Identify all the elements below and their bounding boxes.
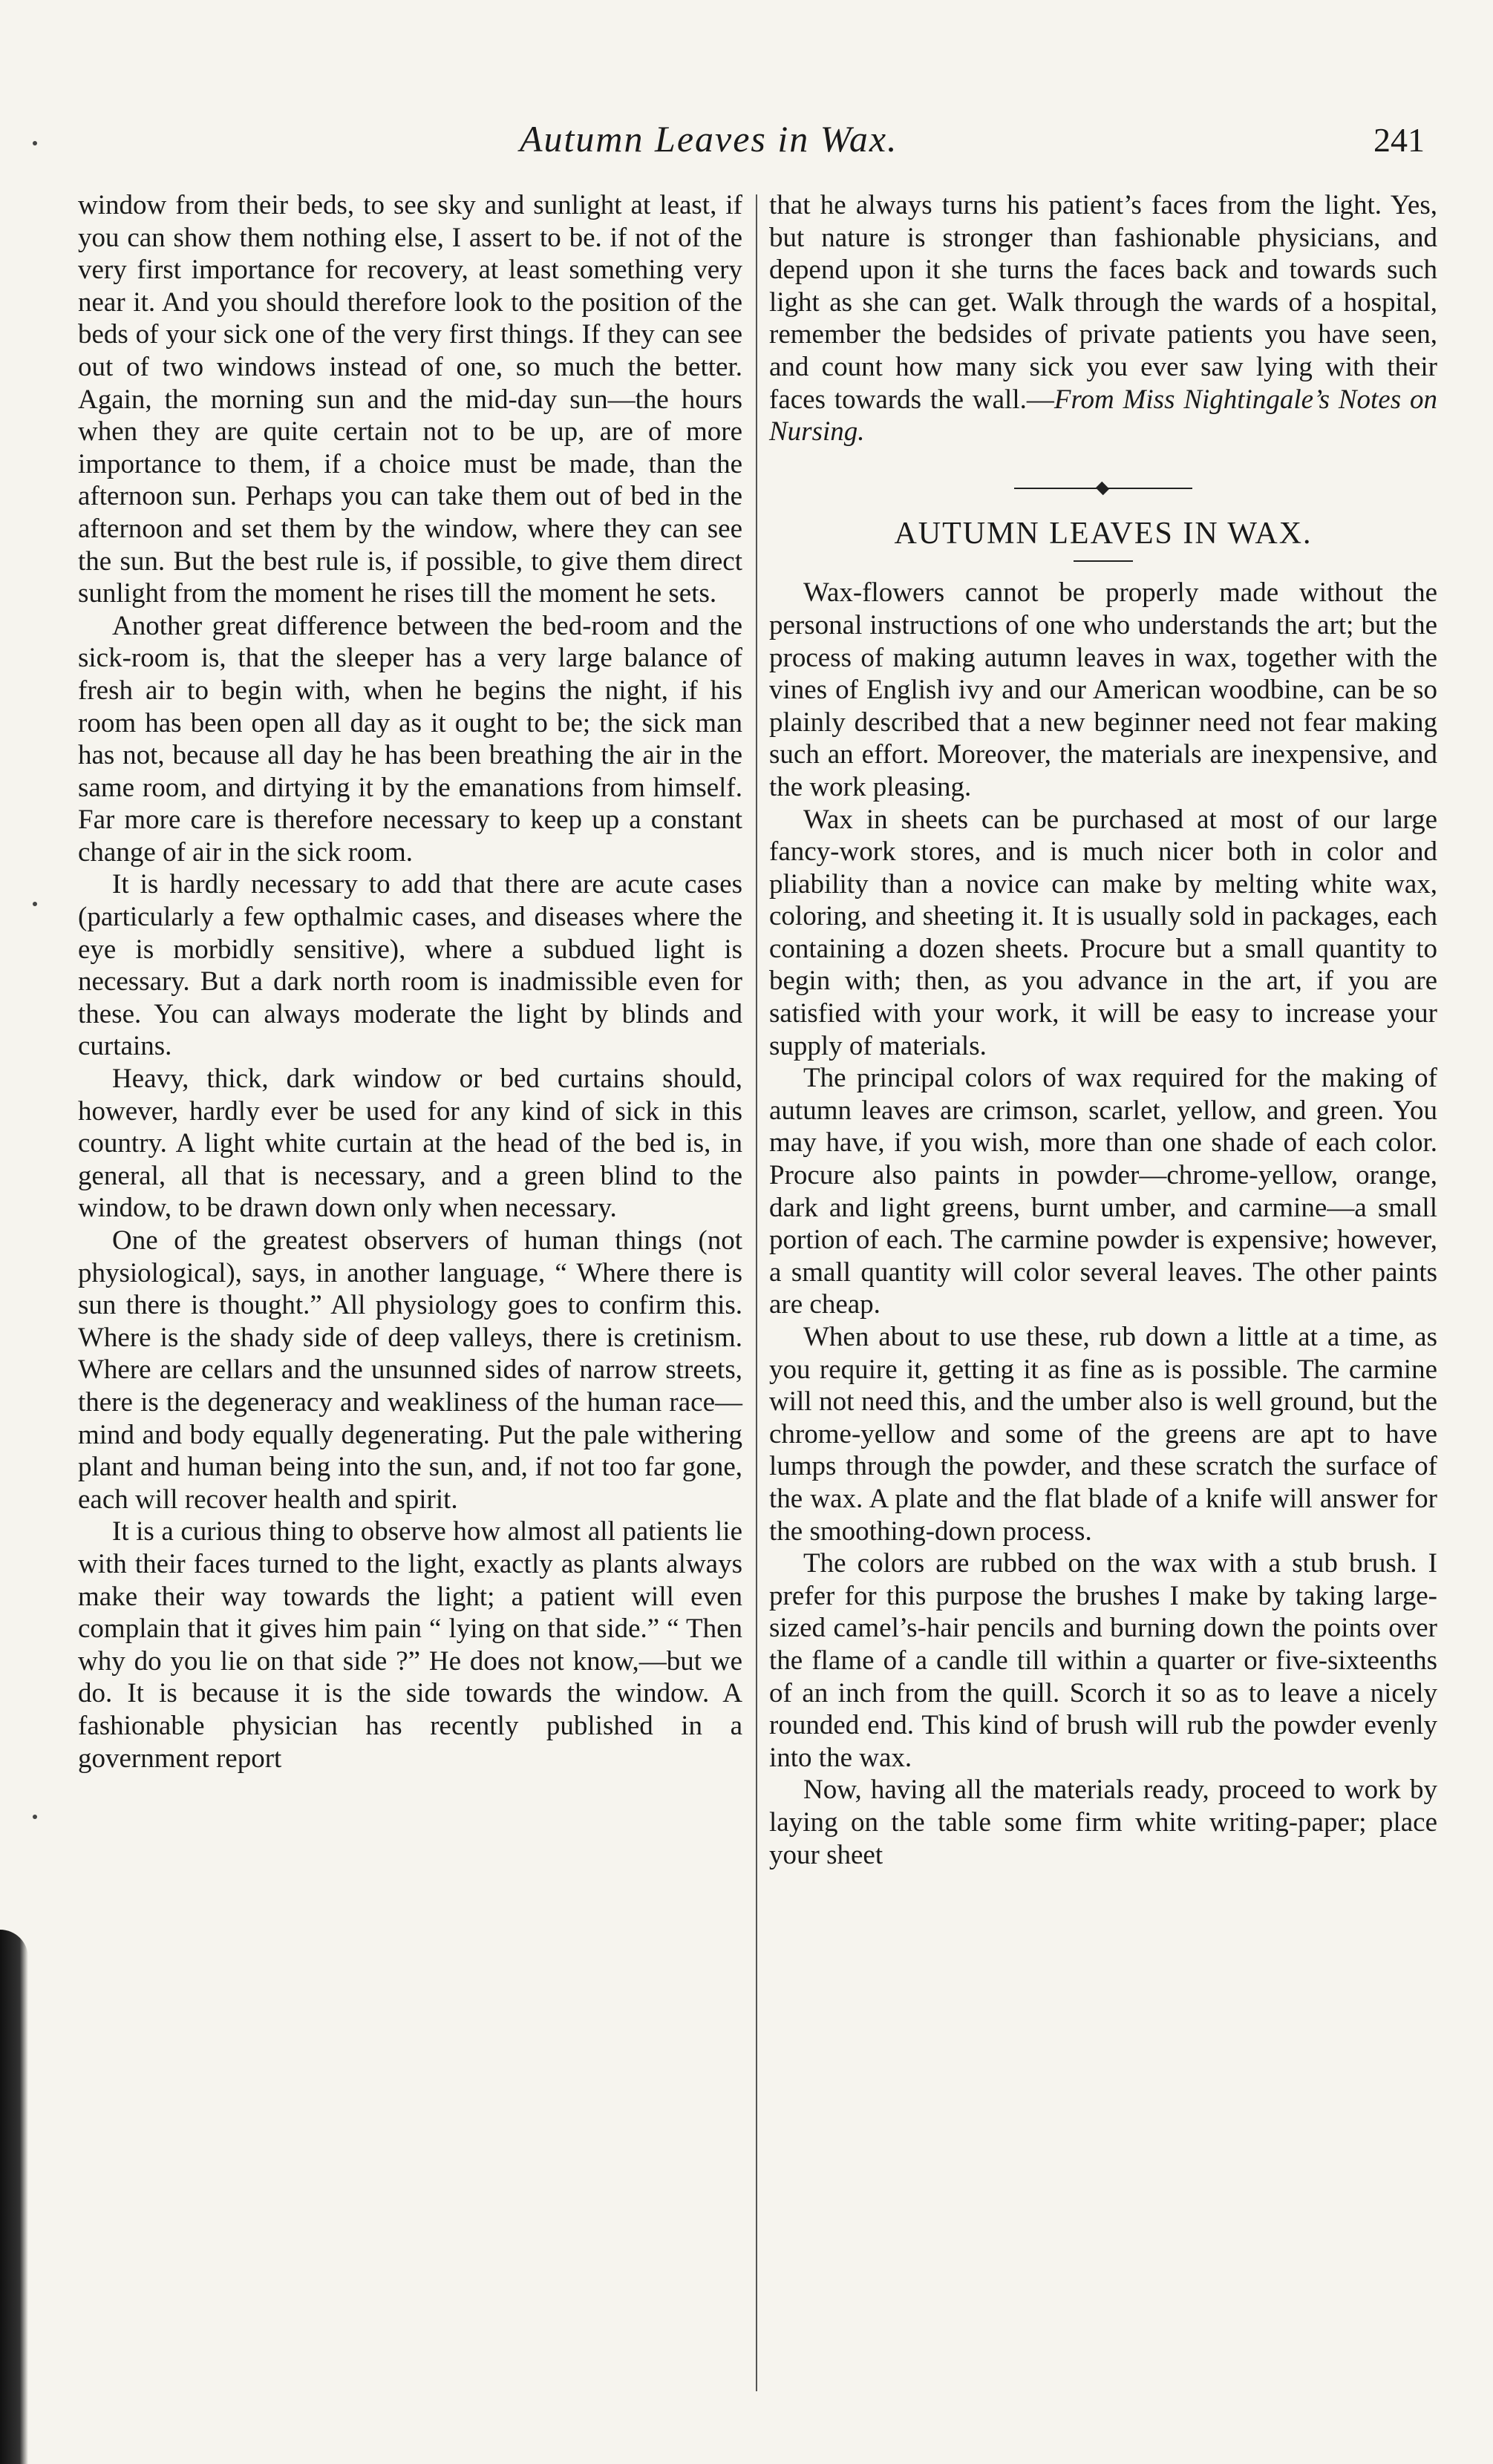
paragraph: window from their beds, to see sky and sunlight at least, if you can show them nothing else, I assert to be. if not of the very first importance for recovery, at least something very near it. And you should therefore look to the position of the beds of your sick one of the very first things. If they can see out of two windows instead of one, so much the better. Again, the morning sun and the mid-day sun—the hours when they are quite certain not to be up, are of more importance to them, if a choice must be made, than the afternoon sun. Perhaps you can take them out of bed in the afternoon and set them by the window, where they can see the sun. But the best rule is, if possible, to give them direct sunlight from the moment he rises till the moment he sets. <box>78 190 742 609</box>
paragraph: Wax-flowers cannot be properly made without the personal instructions of one who understands the art; but the process of making autumn leaves in wax, together with the vines of English ivy and our American woodbine, can be so plainly described that a new beginner need not fear making such an effort. Moreover, the materials are inexpensive, and the work pleasing. <box>769 577 1437 802</box>
paragraph: It is hardly necessary to add that there are acute cases (particularly a few opthalmic cases, and diseases where the eye is morbidly sensitive), where a subdued light is necessary. But a dark north room is inadmissible even for these. You can always moderate the light by blinds and curtains. <box>78 869 742 1062</box>
continued-paragraph <box>769 189 1437 448</box>
right-column <box>769 189 1437 1871</box>
paragraph: One of the greatest observers of human things (not physiological), says, in another language, “ Where there is sun there is thought.” All physiology goes to confirm this. Where is the shady side of deep valleys, there is cretinism. Where are cellars and the unsunned sides of narrow streets, there is the degeneracy and weakliness of the human race—mind and body equally degenerating. Put the pale withering plant and human being into the sun, and, if not too far gone, each will recover health and spirit. <box>78 1225 742 1515</box>
paragraph: The colors are rubbed on the wax with a stub brush. I prefer for this purpose the brushes I make by taking large-sized camel’s-hair pencils and burning down the points over the flame of a candle till within a quarter or five-sixteenths of an inch from the quill. Scorch it so as to leave a nicely rounded end. This kind of brush will rub the powder evenly into the wax. <box>769 1548 1437 1773</box>
paragraph: The principal colors of wax required for the making of autumn leaves are crimson, scarlet, yellow, and green. You may have, if you wish, more than one shade of each color. Procure also paints in powder—chrome-yellow, orange, dark and light greens, burnt umber, and carmine—a small portion of each. The carmine powder is expensive; however, a small quantity will color several leaves. The other paints are cheap. <box>769 1063 1437 1320</box>
book-spine-shadow <box>0 1930 28 2464</box>
margin-dot <box>33 1815 37 1819</box>
section-ornament <box>1014 481 1192 496</box>
left-column <box>78 189 742 1775</box>
article-title: AUTUMN LEAVES IN WAX. <box>894 516 1313 551</box>
running-header <box>0 117 1493 169</box>
paragraph: When about to use these, rub down a little at a time, as you require it, getting it as fine as is possible. The carmine will not need this, and the umber also is well ground, but the chrome-yellow and some of the greens are apt to have lumps through the powder, and these scratch the surface of the wax. A plate and the flat blade of a knife will answer for the smoothing-down process. <box>769 1322 1437 1547</box>
title-rule <box>1074 560 1133 562</box>
page-number: 241 <box>1373 121 1425 159</box>
paragraph: Wax in sheets can be purchased at most of our large fancy-work stores, and is much nicer both in color and pliability than a novice can make by melting white wax, coloring, and sheeting it. It is usually sold in packages, each containing a dozen sheets. Procure but a small quantity to begin with; then, as you advance in the art, if you are satisfied with your work, it will be easy to increase your supply of materials. <box>769 804 1437 1061</box>
column-divider <box>756 194 757 2391</box>
source-citation: From Miss Nightingale’s Notes on Nursing. <box>769 384 1437 448</box>
paragraph: It is a curious thing to observe how almost all patients lie with their faces turned to the light, exactly as plants always make their way towards the light; a patient will even complain that it gives him pain “ lying on that side.” “ Then why do you lie on that side ?” He does not know,—but we do. It is because it is the side towards the window. A fashionable physician has recently published in a government report <box>78 1516 742 1774</box>
paragraph: Now, having all the materials ready, proceed to work by laying on the table some firm white writing-paper; place your sheet <box>769 1775 1437 1870</box>
paragraph: Heavy, thick, dark window or bed curtains should, however, hardly ever be used for any kind of sick in this country. A light white curtain at the head of the bed is, in general, all that is necessary, and a green blind to the window, to be drawn down only when necessary. <box>78 1064 742 1224</box>
paragraph: Another great difference between the bed-room and the sick-room is, that the sleeper has a very large balance of fresh air to begin with, when he begins the night, if his room has been open all day as it ought to be; the sick man has not, because all day he has been breathing the air in the same room, and dirtying it by the emanations from himself. Far more care is therefore necessary to keep up a constant change of air in the sick room. <box>78 610 742 868</box>
running-title: Autumn Leaves in Wax. <box>520 118 898 160</box>
continued-text: that he always turns his patient’s faces from the light. Yes, but nature is stronger than fashionable physicians, and depend upon it she turns the faces back and towards such light as she can get. Walk through the wards of a hospital, remember the bedsides of private patients you have seen, and count how many sick you ever saw lying with their faces towards the wall.— <box>769 190 1437 415</box>
margin-dot <box>33 902 37 906</box>
